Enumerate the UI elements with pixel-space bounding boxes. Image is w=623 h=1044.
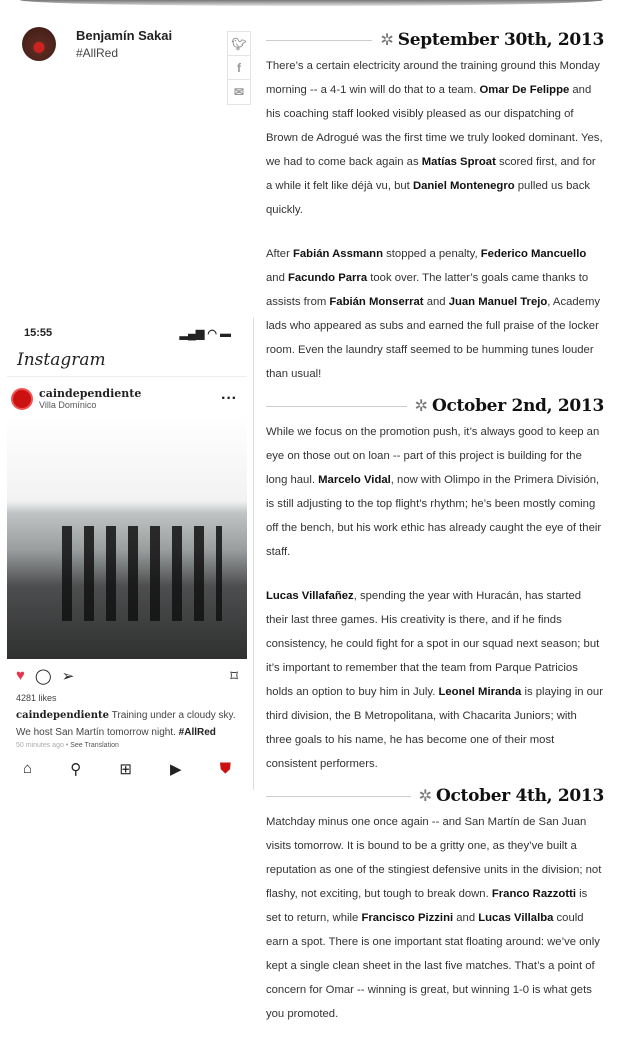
- text-segment: and: [453, 912, 479, 924]
- instagram-post-screenshot: [7, 318, 247, 788]
- entry-paragraph: [266, 810, 604, 1026]
- entry-date: October 2nd, 2013: [431, 396, 604, 416]
- entry-paragraph: [266, 584, 604, 776]
- player-name: Facundo Parra: [288, 272, 368, 284]
- text-segment: took over. The latter’s goals came thanks to assists from: [266, 272, 589, 308]
- hashtag[interactable]: #AllRed: [178, 727, 216, 738]
- caption-text: Training under a cloudy sky.: [111, 710, 236, 721]
- journal-entry: [266, 394, 604, 776]
- status-bar: [7, 318, 247, 340]
- post-username[interactable]: caindependiente: [39, 387, 142, 400]
- text-segment: , Academy lads who appeared as subs and earned the full praise of the locker room. Even the laundry staff seemed to be humming tunes louder than usual!: [266, 296, 601, 380]
- reels-icon[interactable]: ▶: [170, 761, 182, 778]
- entry-date-header: [266, 784, 604, 808]
- caption: [7, 703, 247, 741]
- comment-icon[interactable]: ◯: [34, 668, 52, 685]
- player-name: Lucas Villalba: [478, 912, 554, 924]
- text-segment: scored first, and for a while it felt like déjà vu, but: [266, 156, 596, 192]
- emblem-icon: ✲: [380, 32, 394, 49]
- time-ago: 50 minutes ago: [16, 742, 64, 749]
- email-share-button[interactable]: [228, 80, 250, 104]
- emblem-icon: ✲: [414, 398, 428, 415]
- post-meta: 50 minutes ago • See Translation: [16, 742, 119, 749]
- entry-date: September 30th, 2013: [397, 30, 604, 50]
- email-icon: ✉: [233, 85, 245, 99]
- player-name: Matías Sproat: [421, 156, 496, 168]
- club-crest-avatar[interactable]: [11, 388, 33, 410]
- text-segment: and: [423, 296, 449, 308]
- heart-icon[interactable]: ♥: [16, 667, 25, 684]
- more-options-icon[interactable]: ···: [221, 389, 237, 407]
- entry-paragraph: [266, 242, 604, 386]
- author-avatar: [22, 27, 56, 61]
- see-translation-link[interactable]: See Translation: [70, 742, 119, 749]
- divider-line: [266, 406, 407, 407]
- caption-username[interactable]: caindependiente: [16, 710, 110, 721]
- divider-line: [266, 796, 411, 797]
- caption-text-2: We host San Martín tomorrow night.: [16, 727, 176, 738]
- profile-icon[interactable]: ⛊: [219, 760, 231, 777]
- facebook-icon: f: [237, 60, 241, 75]
- facebook-share-button[interactable]: [228, 56, 250, 80]
- players-silhouettes: [62, 526, 222, 621]
- entry-paragraph: [266, 54, 604, 222]
- text-segment: and his coaching staff looked visibly pleased as our dispatching of Brown de Adrogué was the first time we truly looked dominant. Yes, we had to come back again as: [266, 84, 603, 168]
- text-segment: pulled us back quickly.: [266, 180, 590, 216]
- post-photo: [7, 416, 247, 659]
- emblem-icon: ✲: [418, 788, 432, 805]
- player-name: Francisco Pizzini: [361, 912, 454, 924]
- player-name: Fabián Monserrat: [329, 296, 424, 308]
- share-icon[interactable]: ➢: [61, 668, 75, 685]
- column-divider: [253, 318, 254, 790]
- entry-date-header: [266, 394, 604, 418]
- player-name: Omar De Felippe: [479, 84, 570, 96]
- top-shadow-bar: [20, 0, 603, 6]
- player-name: Franco Razzotti: [491, 888, 576, 900]
- author-tag: #AllRed: [76, 46, 119, 60]
- text-segment: While we focus on the promotion push, it’s always good to keep an eye on those out on loan -- part of this project is building for the long haul.: [266, 426, 600, 486]
- author-block: [22, 27, 172, 61]
- twitter-share-button[interactable]: [228, 32, 250, 56]
- text-segment: After: [266, 248, 293, 260]
- player-name: Lucas Villafañez: [266, 590, 354, 602]
- divider-line: [266, 40, 372, 41]
- text-segment: could earn a spot. There is one important stat floating around: we’ve only kept a single clean sheet in the last five matches. That’s a point of concern for Omar -- winning is great, but winning 1-0 is what gets you promoted.: [266, 912, 600, 1020]
- text-segment: and: [266, 272, 288, 284]
- journal-entry: [266, 28, 604, 386]
- player-name: Fabián Assmann: [293, 248, 383, 260]
- entry-date-header: [266, 28, 604, 52]
- text-segment: is set to return, while: [266, 888, 588, 924]
- text-segment: stopped a penalty,: [382, 248, 481, 260]
- bottom-nav: [7, 750, 247, 788]
- player-name: Daniel Montenegro: [412, 180, 515, 192]
- signal-wifi-battery-icon: ▂▄▆ ◠ ▬: [179, 328, 231, 340]
- instagram-logo: Instagram: [7, 340, 247, 377]
- entry-date: October 4th, 2013: [435, 786, 604, 806]
- text-segment: , now with Olimpo in the Primera División, is still adjusting to the top flight’s rhythm; he’s been mostly coming off the bench, but his work ethic has already caught the eye of their staff.: [266, 474, 602, 558]
- like-count: 4281 likes: [16, 693, 57, 703]
- post-actions: [7, 659, 247, 685]
- post-location[interactable]: Villa Domínico: [39, 400, 97, 410]
- post-header: [7, 377, 247, 416]
- player-name: Leonel Miranda: [438, 686, 522, 698]
- twitter-icon: 🐦︎: [231, 36, 247, 51]
- journal-entry: [266, 784, 604, 1026]
- bookmark-icon[interactable]: ⌑: [230, 668, 238, 685]
- clock: 15:55: [24, 327, 53, 339]
- text-segment: There’s a certain electricity around the training ground this Monday morning -- a 4-1 win will do that to a team.: [266, 60, 600, 96]
- entry-paragraph: [266, 420, 604, 564]
- player-name: Marcelo Vidal: [318, 474, 391, 486]
- player-name: Federico Mancuello: [480, 248, 587, 260]
- new-post-icon[interactable]: ⊞: [119, 761, 132, 778]
- player-name: Juan Manuel Trejo: [448, 296, 548, 308]
- author-name: Benjamín Sakai: [76, 28, 173, 43]
- home-icon[interactable]: ⌂: [23, 760, 33, 777]
- text-segment: is playing in our third division, the B Metropolitana, with Chacarita Juniors; with three goals to his name, he has become one of their most consistent performers.: [266, 686, 603, 770]
- journal-column: [266, 28, 604, 1044]
- share-buttons: [227, 31, 251, 105]
- text-segment: , spending the year with Huracán, has started their last three games. His creativity is there, and if he finds consistency, he could fight for a spot in our squad next season; but it’s important to remember that the team from Parque Patricios holds an option to buy him in July.: [266, 590, 600, 698]
- search-icon[interactable]: ⚲: [70, 761, 82, 778]
- text-segment: Matchday minus one once again -- and San Martín de San Juan visits tomorrow. It is bound to be a gritty one, as they’ve built a reputation as one of the stingiest defensive units in the division; not flashy, not exciting, but tough to break down.: [266, 816, 602, 900]
